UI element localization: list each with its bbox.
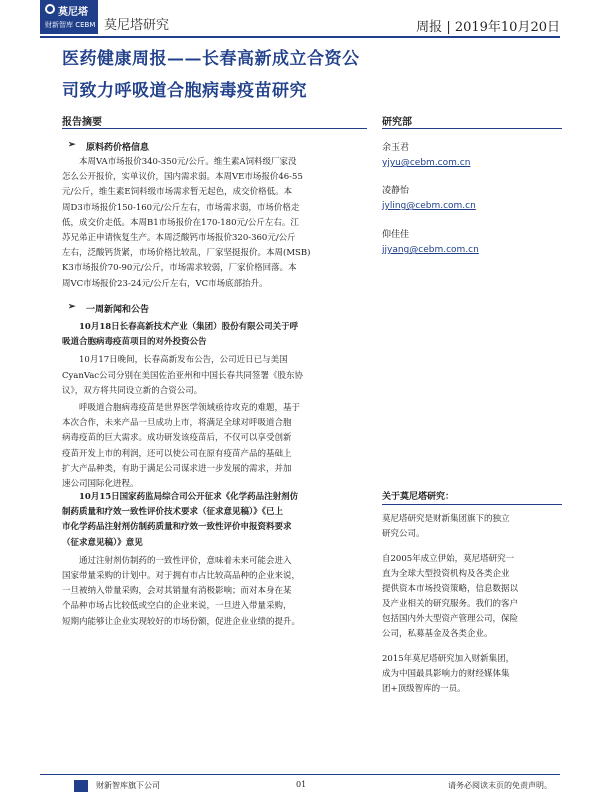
research-dept-label: 研究部 <box>382 117 412 128</box>
text-line: 研究公司。 <box>382 529 425 539</box>
text-line: 公司，私募基金及各类企业。 <box>382 629 493 639</box>
text-line: 市化学药品注射剂仿制药质量和疗效一致性评价申报资料要求 <box>62 522 292 533</box>
text-line: 病毒疫苗的巨大需求。成功研发该疫苗后，不仅可以享受创新 <box>62 433 292 444</box>
report-title-line-2: 司致力呼吸道合胞病毒疫苗研究 <box>62 81 307 101</box>
text-line: 速公司国际化进程。 <box>62 479 139 490</box>
footer-rule <box>40 774 560 775</box>
news-1-title <box>62 320 367 350</box>
about-paragraph-3 <box>382 652 562 697</box>
footer-disclaimer-text: 请务必阅读末页的免责声明。 <box>448 781 552 790</box>
analyst-name: 仰佳佳 <box>382 230 410 240</box>
analyst-name: 余玉君 <box>382 143 410 153</box>
text-line: 周VC市场报价23-24元/公斤左右，VC市场底部抬升。 <box>62 278 268 289</box>
text-line: 提供资本市场投资策略，信息数据以 <box>382 584 519 594</box>
about-rule <box>382 504 562 505</box>
text-line: 10月18日长春高新技术产业（集团）股份有限公司关于呼 <box>79 322 299 332</box>
text-line: 自2005年成立伊始，莫尼塔研究一 <box>382 554 515 564</box>
text-line: 周D3市场报价150-160元/公斤左右，市场需求弱，市场价格走 <box>62 202 300 213</box>
footer-logo-icon <box>74 780 88 792</box>
page-number: 01 <box>296 780 307 789</box>
text-line: CyanVac公司分别在美国佐治亚州和中国长春共同签署《股东协 <box>62 370 304 381</box>
text-line: 议》，双方将共同设立新的合资公司。 <box>62 385 203 396</box>
report-date: 2019年10月20日 <box>454 20 560 35</box>
about-heading: 关于莫尼塔研究： <box>382 492 455 502</box>
analyst-email-link[interactable]: jyling@cebm.com.cn <box>382 201 476 211</box>
text-line: K3市场报价70-90元/公斤，市场需求较弱，厂家价格回落。本 <box>62 263 297 274</box>
text-line: 本周VA市场报价340-350元/公斤。维生素A饲料级厂家没 <box>79 157 297 167</box>
text-line: 制药质量和疗效一致性评价技术要求（征求意见稿）》《已上 <box>62 507 284 518</box>
text-line: 左右，泛酸钙货紧，市场价格比较乱，厂家坚挺报价。本周(MSB) <box>62 248 311 259</box>
report-title-line-1: 医药健康周报——长春高新成立合资公 <box>62 49 360 69</box>
text-line: 直为全球大型投资机构及各类企业 <box>382 569 510 579</box>
text-line: 呼吸道合胞病毒疫苗是世界医学领域亟待攻克的难题，基于 <box>79 403 301 414</box>
analyst-2 <box>382 183 562 211</box>
analyst-1 <box>382 140 562 168</box>
analyst-3 <box>382 227 562 255</box>
about-paragraph-2 <box>382 552 562 642</box>
analyst-email-link[interactable]: yjyu@cebm.com.cn <box>382 158 471 168</box>
summary-label: 报告摘要 <box>62 117 102 128</box>
footer-company-text: 财新智库旗下公司 <box>96 781 160 790</box>
section-news <box>62 302 367 315</box>
report-type: 周报 <box>416 20 443 35</box>
text-line: 苏兄弟正申请恢复生产。本周泛酸钙市场报价320-360元/公斤 <box>62 233 296 244</box>
logo-top-text: 莫尼塔 <box>58 7 88 18</box>
header-report-info <box>416 16 560 35</box>
text-line: 扩大产品种类，有助于满足公司谋求进一步发展的需求，并加 <box>62 463 292 474</box>
summary-rule <box>62 128 367 129</box>
news-item-2 <box>62 490 367 630</box>
text-line: 怎么公开报价，实单议价，国内需求弱。本周VE市场报价46-55 <box>62 172 303 183</box>
text-line: 国家带量采购的计划中。对于拥有市占比较高品种的企业来说， <box>62 571 301 582</box>
text-line: （征求意见稿）》意见 <box>62 537 143 548</box>
header-rule <box>40 36 560 38</box>
text-line: 2015年莫尼塔研究加入财新集团， <box>382 654 515 664</box>
news-2-title <box>62 490 367 551</box>
text-line: 吸道合胞病毒疫苗项目的对外投资公告 <box>62 337 207 348</box>
news-1-paragraph-2 <box>62 401 367 492</box>
text-line: 莫尼塔研究是财新集团旗下的独立 <box>382 514 510 524</box>
text-line: 10月15日国家药监局综合司公开征求《化学药品注射剂仿 <box>79 492 299 502</box>
logo <box>40 0 98 34</box>
section-heading-raw-materials: ➢ 原料药价格信息 <box>62 140 367 153</box>
text-line: 低，成交价走低。本周B1市场报价在170-180元/公斤左右。江 <box>62 217 299 228</box>
section-raw-materials <box>62 140 367 292</box>
text-line: 通过注射剂仿制药的一致性评价，意味着未来可能会进入 <box>79 555 292 566</box>
text-line: 包括国内外大型资产管理公司，保险 <box>382 614 519 624</box>
research-dept-rule <box>382 128 562 129</box>
news-2-paragraph-1 <box>62 554 367 630</box>
text-line: 10月17日晚间，长春高新发布公告，公司近日已与美国 <box>79 355 288 366</box>
text-line: 及产业相关的研究服务。我们的客户 <box>382 599 519 609</box>
section-heading-news: ➢ 一周新闻和公告 <box>62 302 367 315</box>
text-line: 团+顶级智库的一员。 <box>382 684 466 694</box>
text-line: 本次合作，未来产品一旦成功上市，将满足全球对呼吸道合胞 <box>62 418 292 429</box>
text-line: 个品种市场占比较低或空白的企业来说，一旦进入带量采购， <box>62 601 292 612</box>
raw-materials-paragraph <box>62 155 367 292</box>
logo-bottom-text: 财新智库 CEBM <box>45 21 96 29</box>
news-item-1 <box>62 320 367 492</box>
logo-mark-icon <box>45 4 55 14</box>
text-line: 疫苗开发上市的利润，还可以使公司在原有疫苗产品的基础上 <box>62 448 292 459</box>
news-1-paragraph-1 <box>62 353 367 399</box>
brand-name: 莫尼塔研究 <box>104 18 170 33</box>
text-line: 短期内能够让企业实现较好的市场份额，促进企业业绩的提升。 <box>62 616 301 627</box>
analyst-name: 凌静怡 <box>382 186 410 196</box>
analyst-email-link[interactable]: jjyang@cebm.com.cn <box>382 245 479 255</box>
text-line: 成为中国最具影响力的财经媒体集 <box>382 669 510 679</box>
header-separator: | <box>446 20 455 35</box>
text-line: 元/公斤，维生素E饲料级市场需求暂无起色，成交价格低。本 <box>62 187 293 198</box>
text-line: 一旦被纳入带量采购，会对其销量有消极影响；而对本身在某 <box>62 586 292 597</box>
about-paragraph-1 <box>382 512 562 542</box>
